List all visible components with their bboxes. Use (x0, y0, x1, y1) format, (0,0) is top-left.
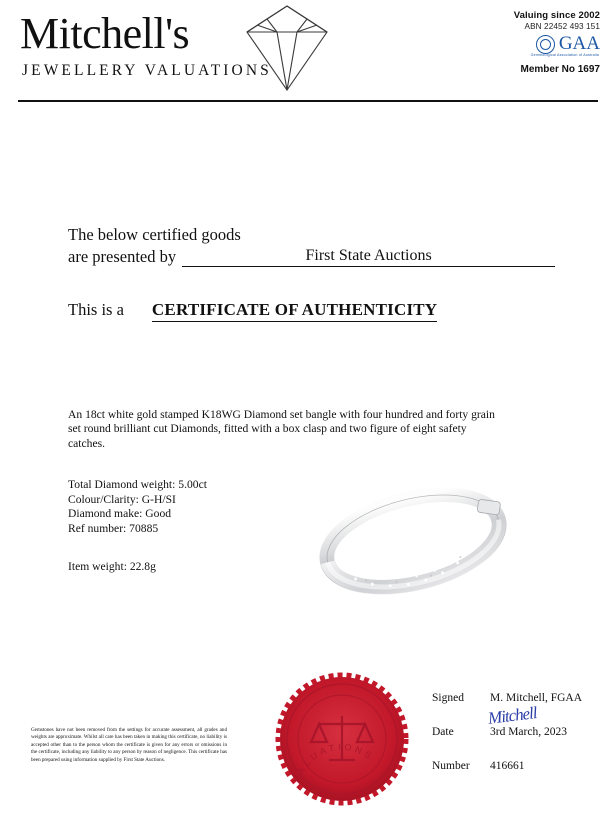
header-divider (18, 100, 598, 102)
presented-line-1: The below certified goods (68, 225, 241, 244)
spec-colour-clarity: Colour/Clarity: G-H/SI (68, 492, 176, 506)
number-label: Number (432, 760, 470, 772)
date-value: 3rd March, 2023 (490, 726, 567, 738)
abn-text: ABN 22452 493 151 (524, 22, 600, 31)
certificate-title-row (68, 300, 437, 322)
presented-by-block (68, 225, 568, 267)
item-specifications (68, 478, 207, 536)
page-title: CERTIFICATE OF AUTHENTICITY (152, 300, 437, 322)
number-row (432, 760, 607, 772)
header-credentials (410, 10, 600, 75)
item-weight: Item weight: 22.8g (68, 560, 156, 573)
brand-name: Mitchell's (20, 9, 190, 58)
member-number: Member No 1697 (520, 64, 600, 75)
item-description: An 18ct white gold stamped K18WG Diamond set bangle with four hundred and forty grain set round brilliant cut Diamonds, fitted with a box clasp and two figure of eight safety catches. (68, 408, 495, 450)
seal-text: VALUATIONS (291, 741, 376, 784)
spec-diamond-make: Diamond make: Good (68, 507, 172, 521)
date-row (432, 726, 607, 738)
gaa-caption: Gemmological Association of Australia (530, 53, 599, 57)
signed-label: Signed (432, 692, 464, 704)
document-header (0, 0, 616, 104)
gaa-logo (410, 35, 600, 54)
valuing-since-text: Valuing since 2002 (513, 10, 600, 21)
spec-ref-number: Ref number: 70885 (68, 521, 159, 535)
presented-line-2: are presented by (68, 247, 177, 266)
diamond-outline-icon (243, 2, 331, 99)
red-embossed-seal-icon (275, 672, 409, 806)
gaa-seal-icon (536, 35, 555, 54)
brand-subtitle: JEWELLERY VALUATIONS (22, 62, 272, 79)
this-is-a-label: This is a (68, 300, 124, 319)
signature-block (432, 692, 607, 794)
spec-total-diamond-weight: Total Diamond weight: 5.00ct (68, 478, 207, 491)
client-name-field (182, 247, 555, 267)
signed-row (432, 692, 607, 728)
date-label: Date (432, 726, 454, 738)
number-value: 416661 (490, 760, 525, 772)
signature-mark: Mitchell (486, 703, 538, 728)
client-name: First State Auctions (305, 247, 432, 264)
disclaimer-text: Gemstones have not been removed from the settings for accurate assessment, all grades and weights are approximate. Whilst all care has been taken in making this certificate, no liability is accepted other than to the person whom the certificate is given for any errors or omissions in the certificate, including any liability to any person by reason of negligence. This certificate has been prepared using information supplied by First State Auctions. (31, 727, 227, 763)
product-photo (288, 476, 538, 606)
signed-value: M. Mitchell, FGAA (490, 692, 582, 704)
gaa-label: GAA (558, 33, 600, 55)
